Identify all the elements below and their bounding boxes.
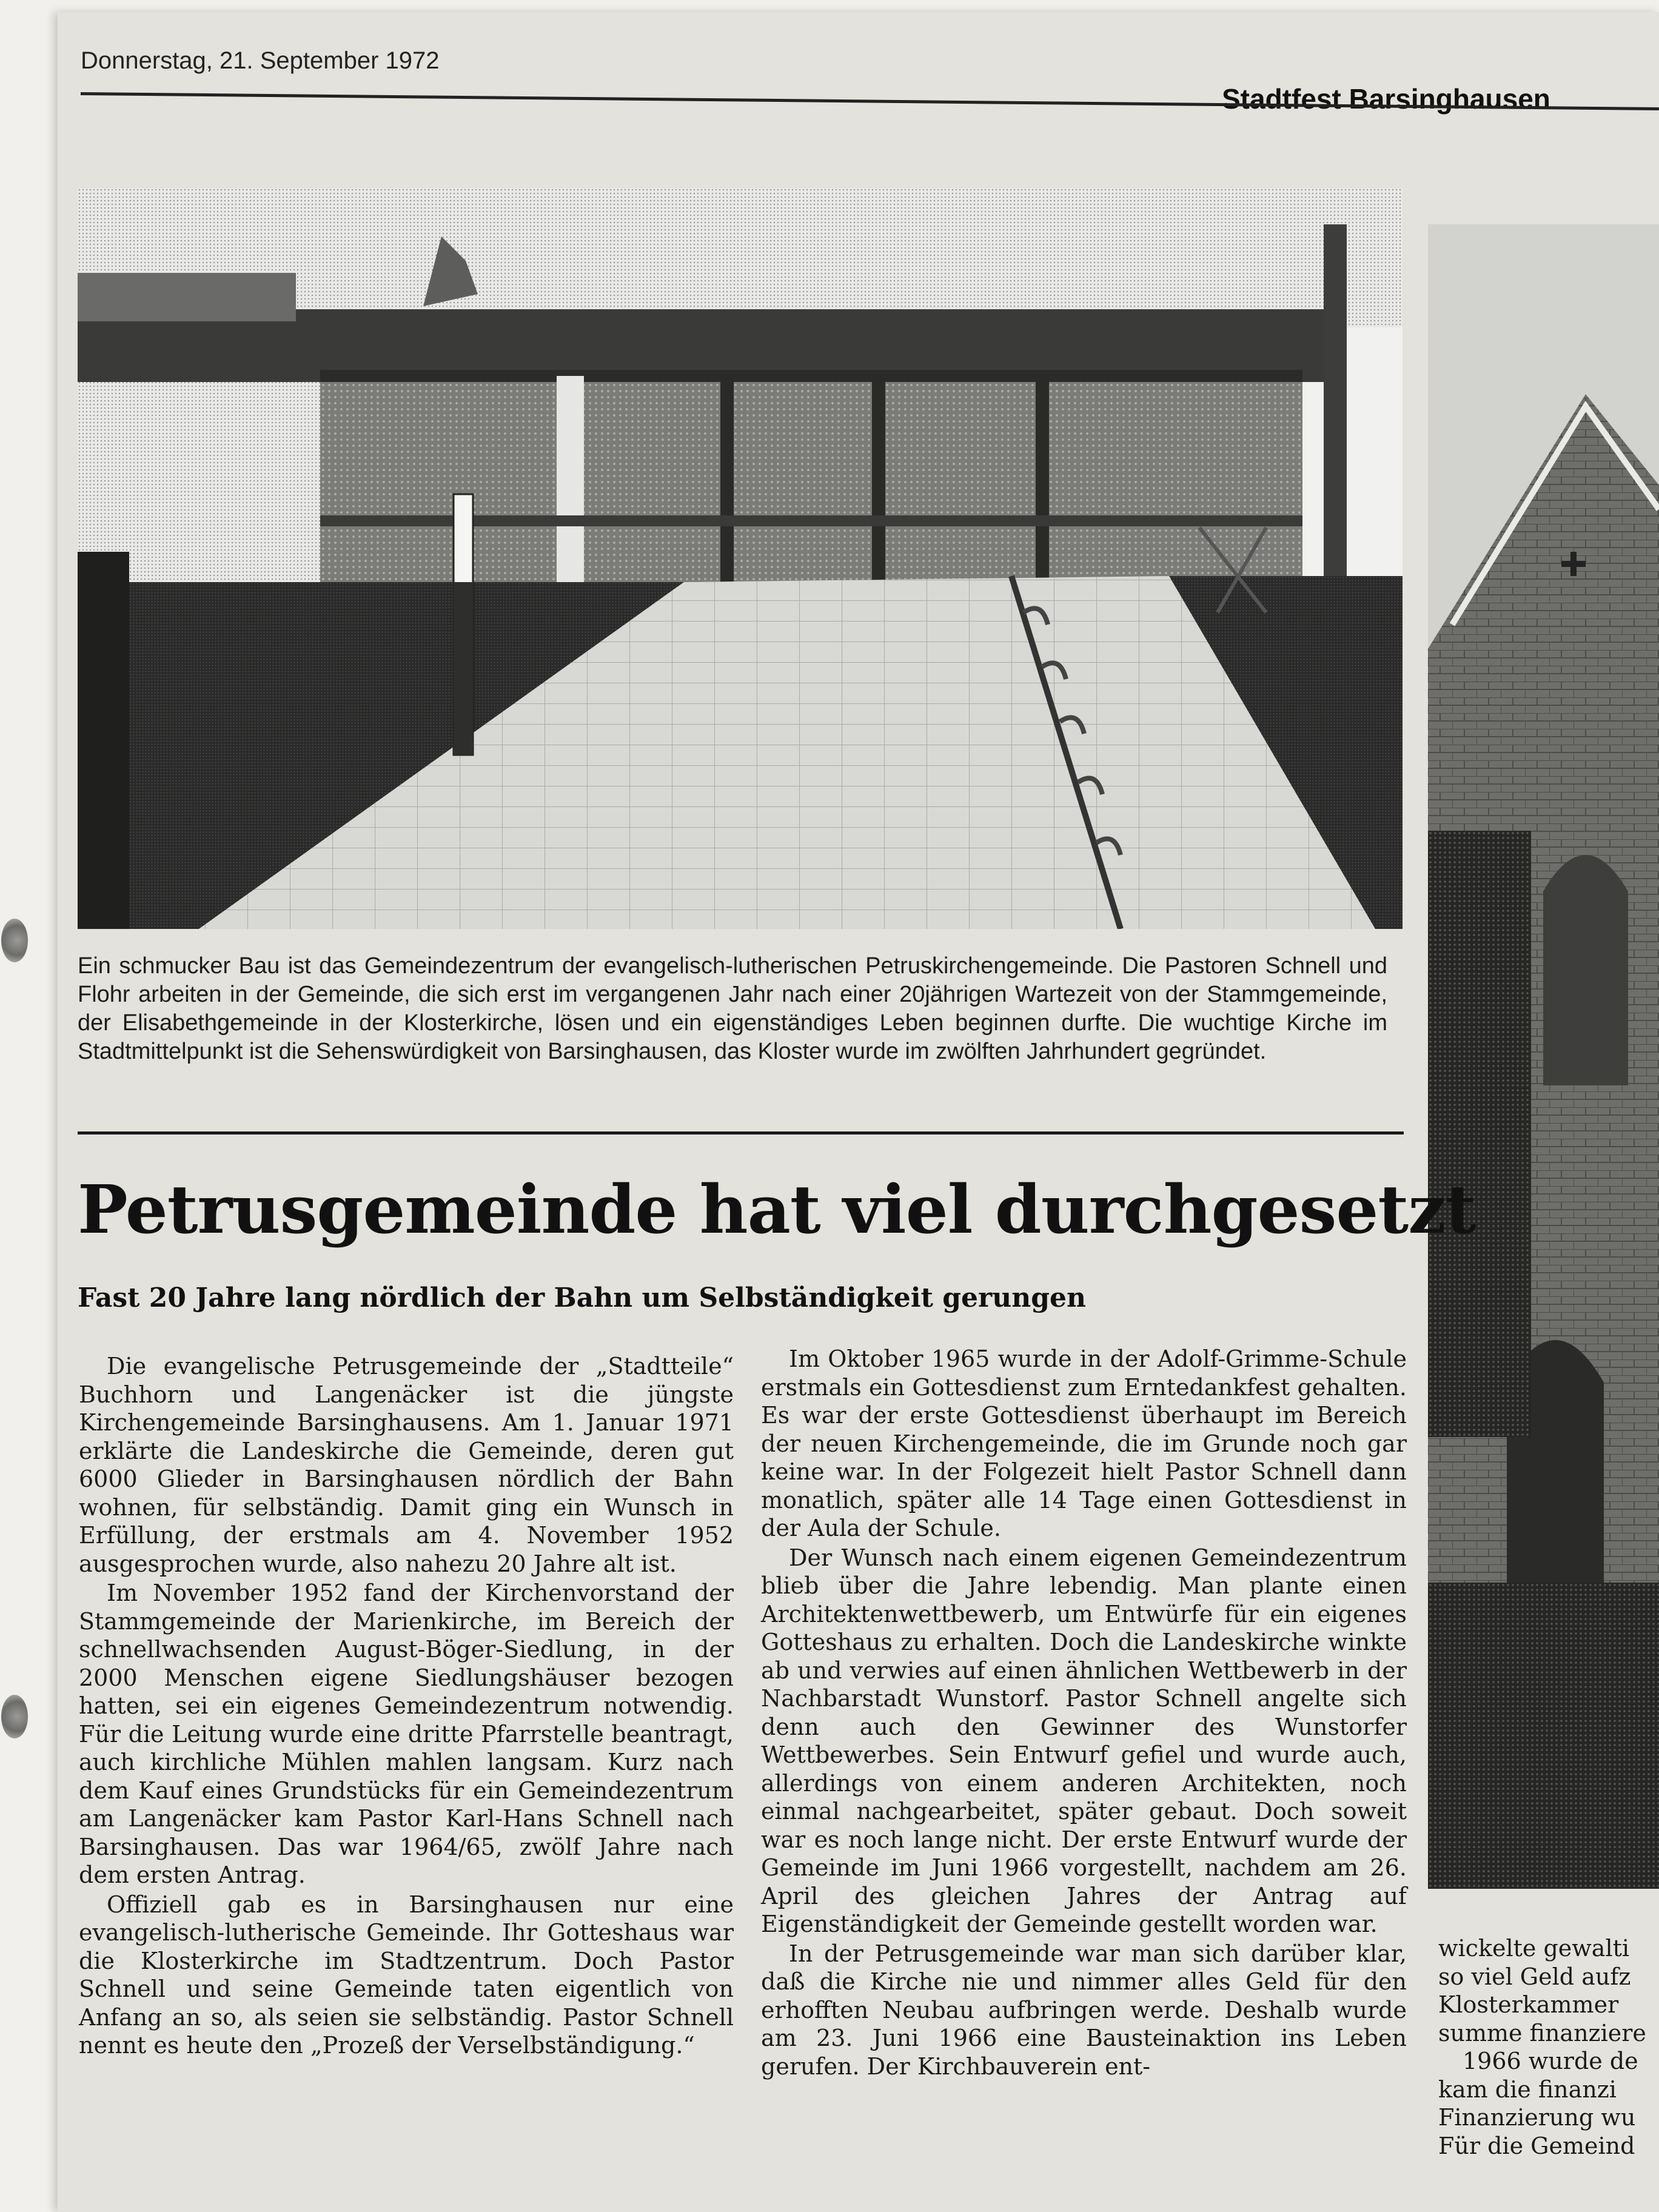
- paragraph: Im November 1952 fand der Kirchenvorstand der Stammgemeinde der Marienkirche, im Bereich der schnellwachsenden August-Böger-Siedlung, in der 2000 Menschen eigene Siedlungshäuser bezogen hatten, sei ein eigenes Gemeindezentrum notwendig. Für die Leitung wurde eine dritte Pfarrstelle beantragt, auch kirchliche Mühlen mahlen langsam. Kurz nach dem Kauf eines Grundstücks für ein Gemeindezentrum am Langenäcker kam Pastor Karl-Hans Schnell nach Barsinghausen. Das war 1964/65, zwölf Jahre nach dem ersten Antrag.: [79, 1580, 734, 1888]
- photo-gemeindezentrum: [78, 188, 1403, 929]
- photo-klosterkirche: [1428, 224, 1659, 1889]
- column-line: summe finanziere: [1438, 2019, 1646, 2046]
- column-line: Klosterkammer: [1438, 1991, 1619, 2018]
- paragraph: In der Petrusgemeinde war man sich darüber klar, daß die Kirche nie und nimmer alles Geld für den erhofften Neubau aufbringen werde. Deshalb wurde am 23. Juni 1966 eine Bausteinaktion ins Leben gerufen. Der Kirchbauverein ent-: [761, 1940, 1407, 2080]
- paragraph: Die evangelische Petrusgemeinde der „Stadtteile“ Buchhorn und Langenäcker ist die jüngste Kirchengemeinde Barsinghausens. Am 1. Januar 1971 erklärte die Landeskirche die Gemeinde, deren gut 6000 Glieder in Barsinghausen nördlich der Bahn wohnen, für selbständig. Damit ging ein Wunsch in Erfüllung, der erstmals am 4. November 1952 ausgesprochen wurde, also nahezu 20 Jahre alt ist.: [79, 1353, 734, 1577]
- issue-date: Donnerstag, 21. September 1972: [81, 47, 440, 74]
- article-headline: Petrusgemeinde hat viel durchgesetzt: [78, 1170, 1476, 1248]
- article-column-left: [79, 1352, 734, 2061]
- caption-rule: [78, 1131, 1404, 1134]
- column-line: Für die Gemeind: [1438, 2132, 1635, 2159]
- article-column-right-cutoff: [1438, 1934, 1659, 2160]
- column-line: 1966 wurde de: [1463, 2048, 1638, 2074]
- column-line: wickelte gewalti: [1438, 1935, 1630, 1962]
- paragraph: Der Wunsch nach einem eigenen Gemeindezentrum blieb über die Jahre lebendig. Man plante einen Architektenwettbewerb, um Entwürfe für ein eigenes Gotteshaus zu erhalten. Doch die Landeskirche winkte ab und verwies auf einen ähnlichen Wettbewerb in der Nachbarstadt Wunstorf. Pastor Schnell angelte sich denn auch den Gewinner des Wunstorfer Wettbewerbes. Sein Entwurf gefiel und wurde auch, allerdings von einem anderen Architekten, noch einmal nachgearbeitet, später gebaut. Doch soweit war es noch lange nicht. Der erste Entwurf wurde der Gemeinde im Juni 1966 vorgestellt, nachdem am 26. April des gleichen Jahres der Antrag auf Eigenständigkeit der Gemeinde gestellt worden war.: [761, 1544, 1407, 1937]
- column-line: Finanzierung wu: [1438, 2104, 1636, 2131]
- paragraph: Im Oktober 1965 wurde in der Adolf-Grimme-Schule erstmals ein Gottesdienst zum Erntedankfest gehalten. Es war der erste Gottesdienst überhaupt im Bereich der neuen Kirchengemeinde, die im Grunde noch gar keine war. In der Folgezeit hielt Pastor Schnell dann monatlich, später alle 14 Tage einen Gottesdienst in der Aula der Schule.: [761, 1346, 1407, 1541]
- paragraph: Offiziell gab es in Barsinghausen nur eine evangelisch-lutherische Gemeinde. Ihr Gotteshaus war die Klosterkirche im Stadtzentrum. Doch Pastor Schnell und seine Gemeinde taten eigentlich von Anfang an so, als seien sie selbständig. Pastor Schnell nennt es heute den „Prozeß der Verselbständigung.“: [79, 1891, 734, 2059]
- binder-hole-bottom: [1, 1695, 28, 1738]
- section-title: Stadtfest Barsinghausen: [1222, 83, 1550, 115]
- article-column-middle: [761, 1345, 1407, 2082]
- binder-hole-top: [1, 919, 28, 962]
- article-subheadline: Fast 20 Jahre lang nördlich der Bahn um Selbständigkeit gerungen: [78, 1282, 1086, 1313]
- column-line: so viel Geld aufz: [1438, 1963, 1631, 1990]
- photo-caption: Ein schmucker Bau ist das Gemeindezentrum der evangelisch-lutherischen Petruskirchengemeinde. Die Pastoren Schnell und Flohr arbeiten in der Gemeinde, die sich erst im vergangenen Jahr nach einer 20jährigen Wartezeit von der Stammgemeinde, der Elisabethgemeinde in der Klosterkirche, lösen und ein eigenständiges Leben beginnen durfte. Die wuchtige Kirche im Stadtmittelpunkt ist die Sehenswürdigkeit von Barsinghausen, das Kloster wurde im zwölften Jahrhundert gegründet.: [78, 953, 1387, 1064]
- column-line: kam die finanzi: [1438, 2076, 1617, 2103]
